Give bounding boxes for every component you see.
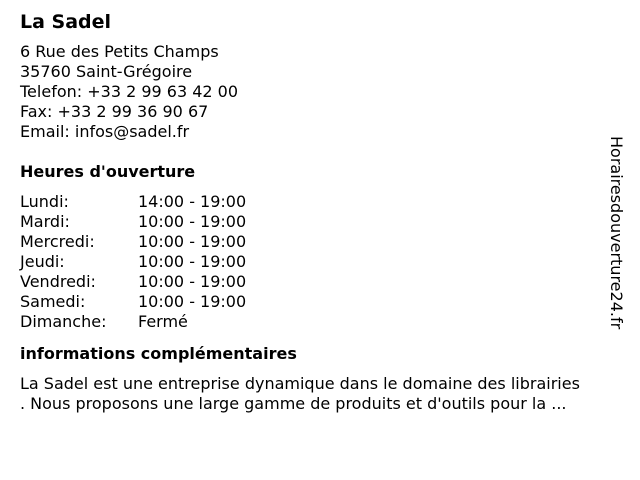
time-value: 10:00 - 19:00 <box>138 232 247 251</box>
additional-info-heading: informations complémentaires <box>20 344 297 363</box>
hours-row-wednesday <box>20 232 620 252</box>
day-label: Dimanche: <box>20 312 107 331</box>
time-value: 14:00 - 19:00 <box>138 192 247 211</box>
phone-line: Telefon: +33 2 99 63 42 00 <box>20 82 239 101</box>
day-label: Vendredi: <box>20 272 96 291</box>
description-text <box>20 374 620 414</box>
time-value: 10:00 - 19:00 <box>138 212 247 231</box>
business-card <box>20 10 620 414</box>
time-value: 10:00 - 19:00 <box>138 252 247 271</box>
hours-row-saturday <box>20 292 620 312</box>
hours-row-tuesday <box>20 212 620 232</box>
description-line-2: . Nous proposons une large gamme de produits et d'outils pour la ... <box>20 394 567 413</box>
day-label: Mardi: <box>20 212 70 231</box>
opening-hours-table <box>20 192 620 332</box>
opening-hours-heading: Heures d'ouverture <box>20 162 196 181</box>
time-value: Fermé <box>138 312 188 331</box>
business-name: La Sadel <box>20 11 112 33</box>
fax-line: Fax: +33 2 99 36 90 67 <box>20 102 209 121</box>
description-line-1: La Sadel est une entreprise dynamique dans le domaine des librairies <box>20 374 580 393</box>
email-line: Email: infos@sadel.fr <box>20 122 190 141</box>
hours-row-thursday <box>20 252 620 272</box>
hours-row-sunday <box>20 312 620 332</box>
time-value: 10:00 - 19:00 <box>138 272 247 291</box>
site-watermark: Horairesdouverture24.fr <box>607 136 626 330</box>
hours-row-friday <box>20 272 620 292</box>
day-label: Jeudi: <box>20 252 65 271</box>
day-label: Mercredi: <box>20 232 95 251</box>
address-line-2: 35760 Saint-Grégoire <box>20 62 193 81</box>
hours-row-monday <box>20 192 620 212</box>
address-line-1: 6 Rue des Petits Champs <box>20 42 219 61</box>
day-label: Samedi: <box>20 292 86 311</box>
day-label: Lundi: <box>20 192 69 211</box>
time-value: 10:00 - 19:00 <box>138 292 247 311</box>
